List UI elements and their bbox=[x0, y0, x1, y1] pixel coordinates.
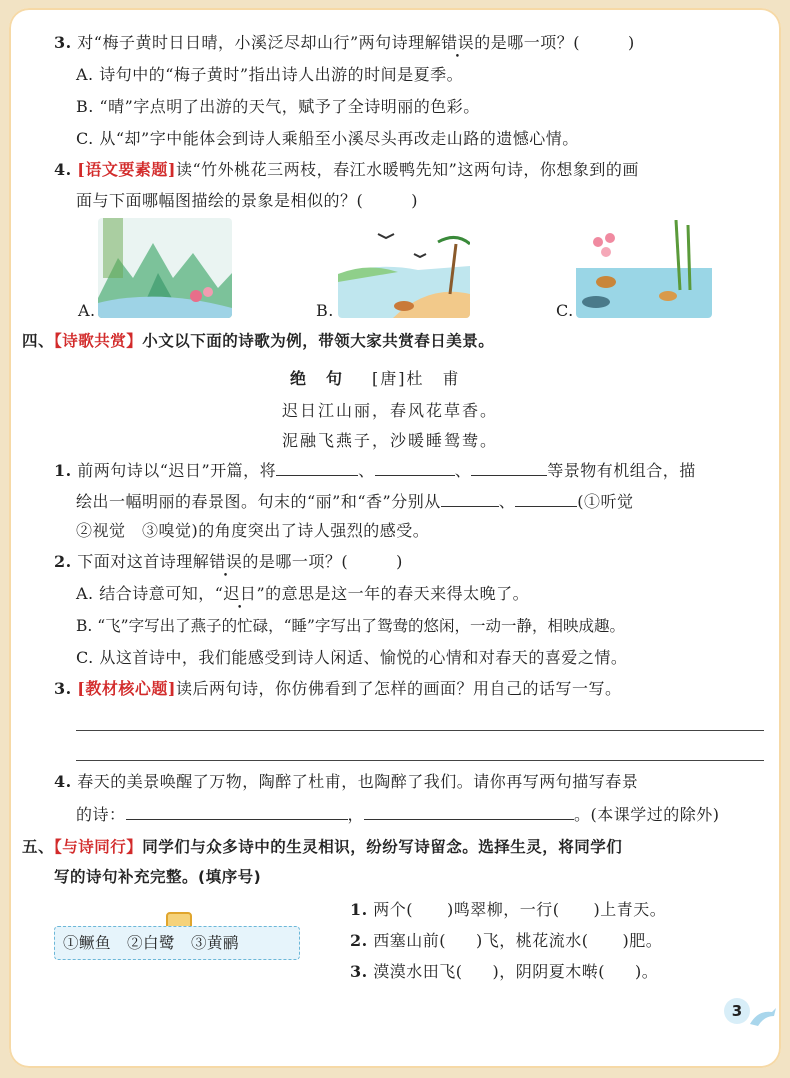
picture-c-ducks-peach bbox=[576, 220, 712, 318]
option-text: ”的意思是这一年的春天来得太晚了。 bbox=[256, 584, 530, 603]
s5-item-3 bbox=[350, 961, 658, 983]
item-text: 西塞山前( bbox=[373, 931, 447, 950]
question-number: 1. bbox=[54, 461, 72, 480]
poem-line-1: 迟日江山丽，春风花草香。 bbox=[282, 401, 499, 420]
section-5-heading bbox=[22, 836, 622, 858]
s4-question-2 bbox=[54, 551, 403, 573]
question-stem: 前两句诗以“迟日”开篇，将 bbox=[77, 461, 277, 480]
question-stem: (①听觉 bbox=[577, 492, 634, 511]
question-stem: 对“梅子黄时日日晴，小溪泛尽却山行”两句诗理解 bbox=[77, 33, 442, 52]
section-5-line2: 写的诗句补充完整。(填序号) bbox=[54, 868, 262, 886]
question-stem-end: 的是哪一项？( bbox=[474, 33, 580, 52]
section-tag: 【与诗同行】 bbox=[54, 838, 143, 856]
item-text: )肥。 bbox=[622, 931, 663, 950]
section-tag: 【诗歌共赏】 bbox=[54, 332, 143, 350]
question-stem: 的诗： bbox=[76, 805, 126, 824]
question-stem-end: 的是哪一项？( bbox=[242, 552, 349, 571]
question-tag: [语文要素题] bbox=[77, 160, 176, 179]
separator: 、 bbox=[454, 461, 472, 480]
question-stem: 读后两句诗，你仿佛看到了怎样的画面？用自己的话写一写。 bbox=[175, 679, 622, 698]
poem-title: 绝 句 bbox=[290, 369, 345, 388]
question-stem: 。(本课学过的除外) bbox=[574, 805, 720, 824]
fill-blank-2[interactable] bbox=[375, 459, 455, 476]
poem-blank-2[interactable] bbox=[364, 803, 574, 820]
fill-blank-1[interactable] bbox=[276, 459, 358, 476]
question-number: 3. bbox=[54, 679, 72, 698]
fill-blank-5[interactable] bbox=[515, 490, 577, 507]
question-number: 4. bbox=[54, 160, 72, 179]
s4-question-3 bbox=[54, 678, 621, 700]
question-tag: [教材核心题] bbox=[77, 679, 176, 698]
question-stem: 面与下面哪幅图描绘的景象是相似的？( bbox=[76, 191, 364, 210]
s4-option-b: B. “飞”字写出了燕子的忙碌，“睡”字写出了鸳鸯的悠闲，一动一静，相映成趣。 bbox=[76, 617, 625, 635]
fill-blank-4[interactable] bbox=[441, 490, 499, 507]
emphasis-text: 错误 bbox=[209, 552, 243, 571]
section-text: 同学们与众多诗中的生灵相识，纷纷写诗留念。选择生灵，将同学们 bbox=[142, 838, 623, 856]
question-4 bbox=[54, 159, 639, 181]
emphasis-text: 迟日 bbox=[223, 584, 257, 603]
item-number: 3. bbox=[350, 962, 368, 981]
s4-question-4-line2 bbox=[76, 803, 720, 826]
dolphin-icon bbox=[748, 1006, 778, 1030]
poem-author: [唐]杜 甫 bbox=[372, 369, 461, 388]
s4-question-4 bbox=[54, 771, 638, 793]
question-stem: 等景物有机组合，描 bbox=[547, 461, 696, 480]
emphasis-text: 错误 bbox=[441, 33, 475, 52]
separator: 、 bbox=[498, 492, 516, 511]
item-text: 漠漠水田飞( bbox=[373, 962, 463, 981]
item-number: 2. bbox=[350, 931, 368, 950]
question-number: 2. bbox=[54, 552, 72, 571]
option-a: A. 诗句中的“梅子黄时”指出诗人出游的时间是夏季。 bbox=[76, 65, 464, 84]
paren-close: ) bbox=[411, 191, 418, 210]
item-text: 两个( bbox=[373, 900, 414, 919]
answer-line-2[interactable] bbox=[76, 760, 764, 761]
option-b: B. “晴”字点明了出游的天气，赋予了全诗明丽的色彩。 bbox=[76, 97, 480, 116]
question-number: 4. bbox=[54, 772, 72, 791]
question-number: 3. bbox=[54, 33, 72, 52]
separator: 、 bbox=[358, 461, 375, 480]
s4-option-c: C. 从这首诗中，我们能感受到诗人闲适、愉悦的心情和对春天的喜爱之情。 bbox=[76, 648, 628, 667]
options-text: ①鳜鱼 ②白鹭 ③黄鹂 bbox=[63, 934, 240, 952]
picture-a-mountains bbox=[98, 218, 232, 318]
picture-c-label: C. bbox=[556, 301, 574, 320]
picture-a-label: A. bbox=[78, 301, 96, 320]
fill-blank-3[interactable] bbox=[471, 459, 547, 476]
item-text: )飞，桃花流水( bbox=[476, 931, 589, 950]
section-number: 五、 bbox=[22, 838, 55, 856]
s4-question-1-line2 bbox=[76, 490, 634, 513]
answer-line-1[interactable] bbox=[76, 730, 764, 731]
item-text: )上青天。 bbox=[593, 900, 667, 919]
poem-blank-1[interactable] bbox=[126, 803, 348, 820]
paren-close: ) bbox=[627, 33, 635, 52]
s4-question-1-line3: ②视觉 ③嗅觉)的角度突出了诗人强烈的感受。 bbox=[76, 521, 430, 540]
section-number: 四、 bbox=[22, 332, 55, 350]
question-3 bbox=[54, 32, 635, 54]
question-stem: 春天的美景唤醒了万物，陶醉了杜甫，也陶醉了我们。请你再写两句描写春景 bbox=[77, 772, 639, 791]
option-text: A. 结合诗意可知，“ bbox=[76, 584, 224, 603]
item-number: 1. bbox=[350, 900, 368, 919]
item-text: )，阴阴夏木啭( bbox=[492, 962, 606, 981]
section-4-heading bbox=[22, 330, 494, 352]
question-stem: 下面对这首诗理解 bbox=[77, 552, 210, 571]
item-text: )鸣翠柳，一行( bbox=[447, 900, 560, 919]
question-4-line2 bbox=[76, 190, 418, 212]
poem-line-2: 泥融飞燕子，沙暖睡鸳鸯。 bbox=[282, 431, 499, 450]
page-number: 3 bbox=[724, 998, 750, 1024]
question-stem: 绘出一幅明丽的春景图。句末的“丽”和“香”分别从 bbox=[76, 492, 441, 511]
options-legend bbox=[54, 926, 300, 960]
s5-item-2 bbox=[350, 930, 662, 952]
picture-b-swallows bbox=[338, 224, 470, 318]
option-c: C. 从“却”字中能体会到诗人乘船至小溪尽头再改走山路的遗憾心情。 bbox=[76, 129, 579, 148]
separator: ， bbox=[347, 805, 365, 824]
picture-b-label: B. bbox=[316, 301, 334, 320]
item-text: )。 bbox=[635, 962, 659, 981]
question-stem: 读“竹外桃花三两枝，春江水暖鸭先知”这两句诗，你想象到的画 bbox=[175, 160, 639, 179]
paren-close: ) bbox=[396, 552, 403, 571]
section-text: 小文以下面的诗歌为例，带领大家共赏春日美景。 bbox=[142, 332, 495, 350]
s4-question-1 bbox=[54, 459, 696, 482]
s5-item-1 bbox=[350, 899, 666, 921]
s4-option-a bbox=[76, 583, 529, 605]
